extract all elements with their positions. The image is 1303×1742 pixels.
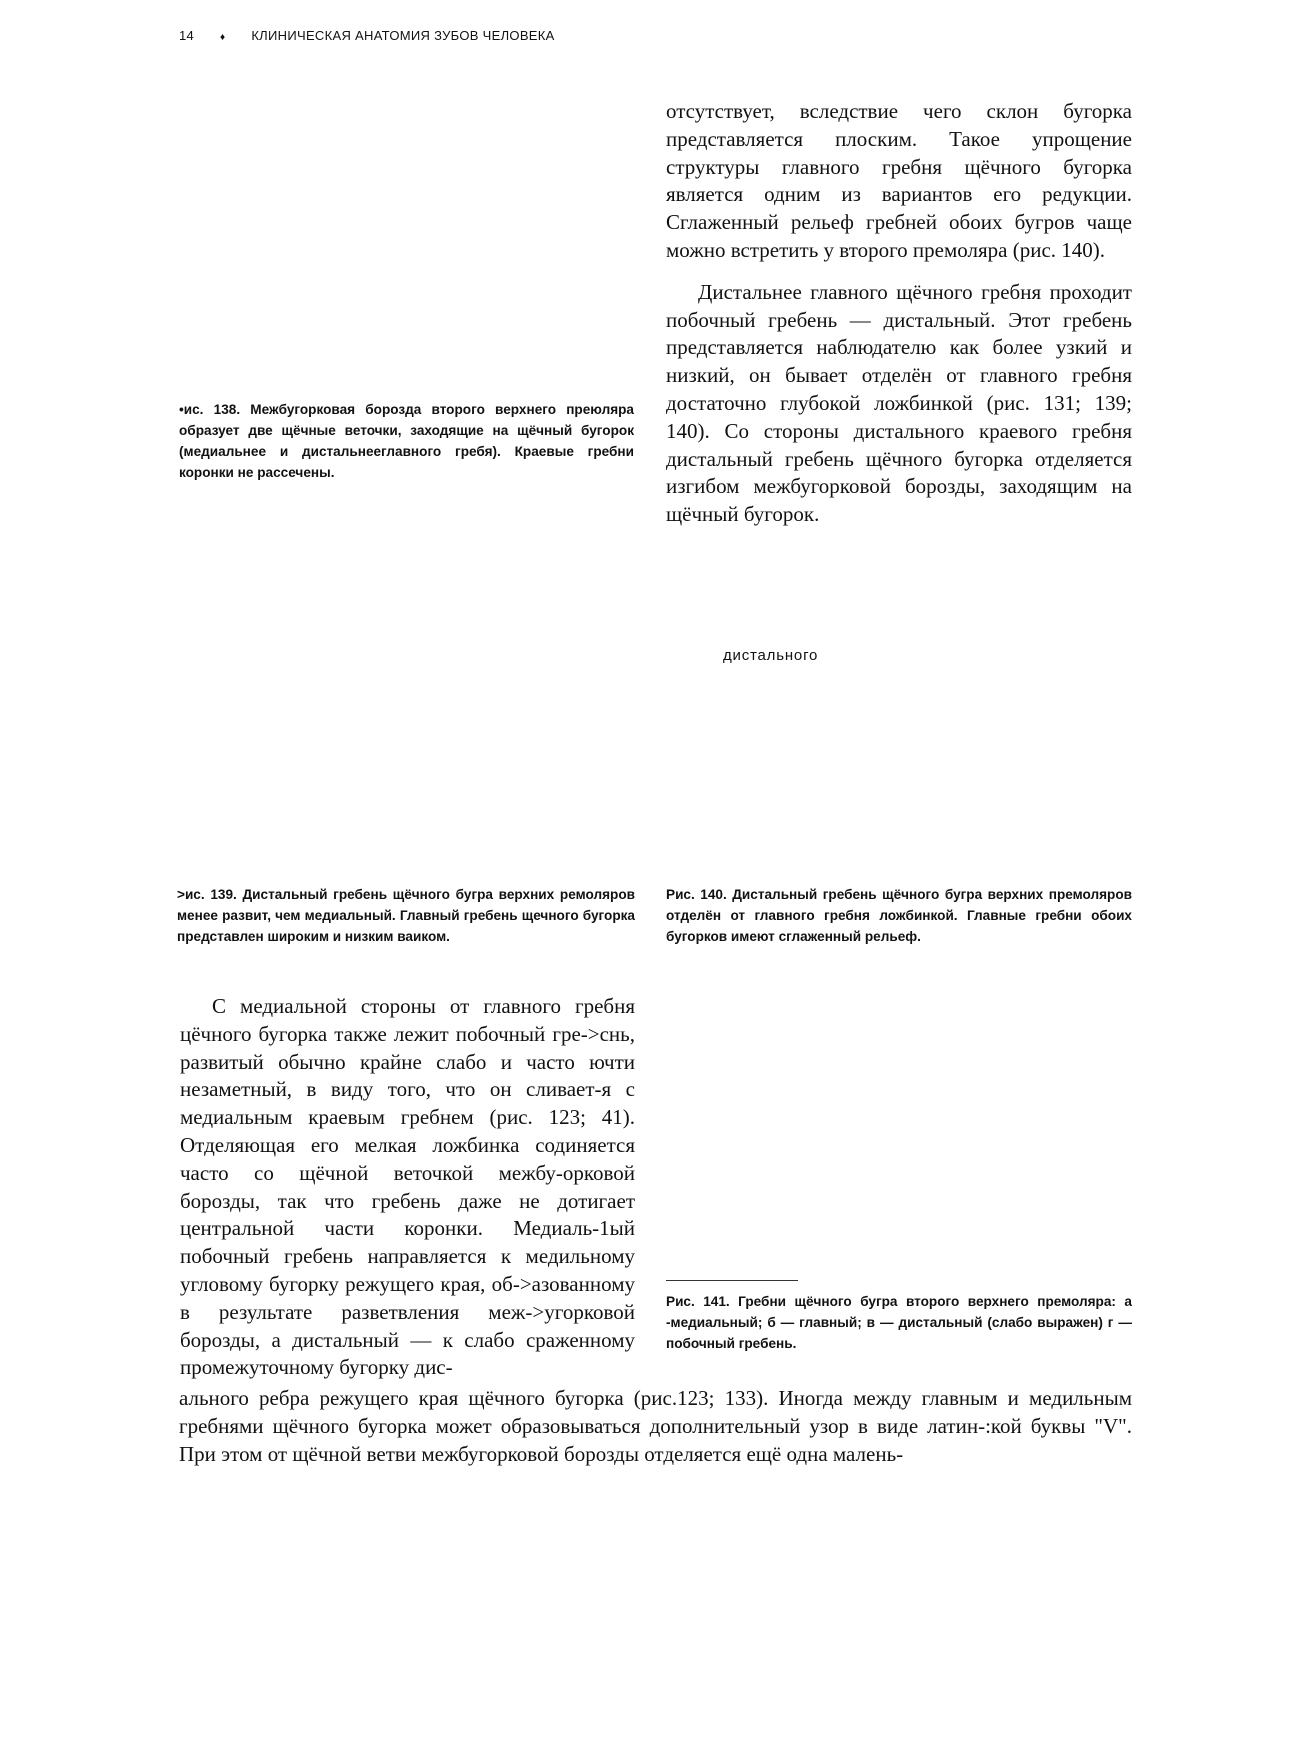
left-column-text xyxy=(180,993,635,1382)
figure-140-caption: Рис. 140. Дистальный гребень щёчного бугра верхних премоляров отделён от главного гребня ложбинкой. Главные гребни обоих бугорков имеют сглаженный рельеф. xyxy=(666,887,1132,944)
caption-divider xyxy=(666,1280,798,1281)
figure-141-caption: Рис. 141. Гребни щёчного бугра второго верхнего премоляра: а -медиальный; б — главный; в — дистальный (слабо выражен) г — побочный гребень. xyxy=(666,1294,1132,1351)
figure-138-caption: •ис. 138. Межбугорковая борозда второго верхнего преюляра образует две щёчные веточки, заходящие на щёчный бугорок (медиальнее и дистальнееглавного гребя). Краевые гребни коронки не рассечены. xyxy=(179,402,634,480)
paragraph-distal-ridge: Дистальнее главного щёчного гребня проходит побочный гребень — дистальный. Этот гребень представляется наблюдателю как более узкий и низкий, он бывает отделён от главного гребня достаточно глубокой ложбинкой (рис. 131; 139; 140). Со стороны дистального краевого гребня дистальный гребень щёчного бугорка отделяется изгибом межбугорковой борозды, заходящим на щёчный бугорок. xyxy=(666,279,1132,527)
running-header xyxy=(179,28,555,43)
paragraph-continued: отсутствует, вследствие чего склон бугорка представляется плоским. Такое упрощение структуры главного гребня щёчного бугорка является одним из вариантов его редукции. Сглаженный рельеф гребней обоих бугров чаще можно встретить у второго премоляра (рис. 140). xyxy=(666,99,1132,262)
full-width-text xyxy=(179,1385,1132,1468)
figure-139-caption: >ис. 139. Дистальный гребень щёчного бугра верхних ремоляров менее развит, чем медиальный. Главный гребень щечного бугорка представлен широким и низким ваиком. xyxy=(177,887,635,944)
diamond-separator-icon: ♦ xyxy=(219,32,226,43)
paragraph-medial-ridge: С медиальной стороны от главного гребня цёчного бугорка также лежит побочный гре->снь, развитый обычно крайне слабо и часто ючти незаметный, в виду того, что он сливает-я с медиальным краевым гребнем (рис. 123; 41). Отделяющая его мелкая ложбинка содиняется часто со щёчной веточкой межбу-орковой борозды, так что гребень даже не дотигает центральной части коронки. Медиаль-1ый побочный гребень направляется к медильному угловому бугорку режущего края, об->азованному в результате разветвления меж->угорковой борозды, а дистальный — к слабо сраженному промежуточному бугорку дис- xyxy=(180,994,635,1380)
page-number: 14 xyxy=(179,28,195,43)
running-title: КЛИНИЧЕСКАЯ АНАТОМИЯ ЗУБОВ ЧЕЛОВЕКА xyxy=(251,28,555,43)
figure-label-distal: дистального xyxy=(723,647,819,664)
right-column-text xyxy=(666,98,1132,529)
paragraph-continued-bottom: ального ребра режущего края щёчного бугорка (рис.123; 133). Иногда между главным и медильным гребнями щёчного бугорка может образовываться дополнительный узор в виде латин-:кой буквы "V". При этом от щёчной ветви межбугорковой борозды отделяется ещё одна малень- xyxy=(179,1386,1132,1466)
